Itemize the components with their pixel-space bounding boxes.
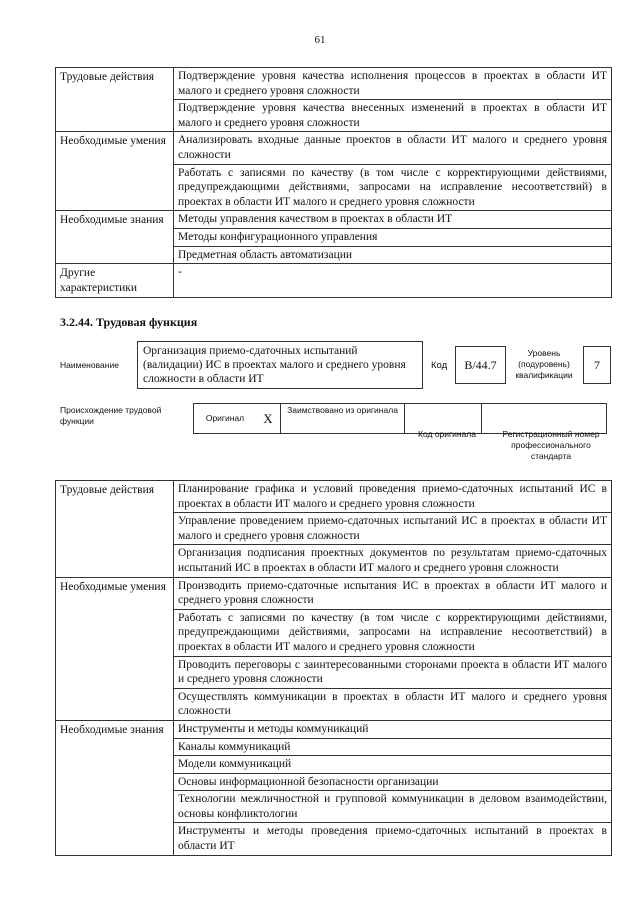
code-original-caption: Код оригинала xyxy=(418,429,476,439)
requirement-item: Осуществлять коммуникации в проектах в области ИТ малого и среднего уровня сложности xyxy=(174,688,612,720)
original-label: Оригинал xyxy=(194,404,257,434)
table-row xyxy=(56,68,612,100)
requirement-item: Подтверждение уровня качества исполнения процессов в проектах в области ИТ малого и среднего уровня сложности xyxy=(174,68,612,100)
requirement-item: Управление проведением приемо-сдаточных испытаний ИС в проектах в области ИТ малого и среднего уровня сложности xyxy=(174,513,612,545)
table-row xyxy=(56,211,612,229)
requirement-item: Анализировать входные данные проектов в области ИТ малого и среднего уровня сложности xyxy=(174,132,612,164)
requirement-item: Работать с записями по качеству (в том числе с корректирующими действиями, предупреждающими действиями, запросами на исправление несоответствий) в проектах в области ИТ малого и среднего уровня сложности xyxy=(174,164,612,211)
requirement-item: Каналы коммуникаций xyxy=(174,738,612,756)
bottom-requirements-body xyxy=(56,481,612,856)
requirement-item: Основы информационной безопасности организации xyxy=(174,773,612,791)
row-group-label: Трудовые действия xyxy=(56,481,174,578)
row-group-label: Необходимые умения xyxy=(56,577,174,720)
table-row xyxy=(56,577,612,609)
original-mark: X xyxy=(256,404,281,434)
row-group-label: Другие характеристики xyxy=(56,264,174,298)
name-label: Наименование xyxy=(60,360,119,370)
bottom-requirements-table xyxy=(55,480,612,856)
top-requirements-body xyxy=(56,68,612,298)
qualification-level-box: 7 xyxy=(583,346,611,384)
requirement-item: Производить приемо-сдаточные испытания ИС в проектах в области ИТ малого и среднего уровня сложности xyxy=(174,577,612,609)
page-number: 61 xyxy=(314,34,326,46)
code-label: Код xyxy=(431,360,448,371)
row-group-label: Необходимые умения xyxy=(56,132,174,211)
table-row xyxy=(56,132,612,164)
requirement-item: Методы управления качеством в проектах в области ИТ xyxy=(174,211,612,229)
requirement-item: Методы конфигурационного управления xyxy=(174,228,612,246)
reg-number-caption: Регистрационный номер профессионального стандарта xyxy=(502,429,600,461)
row-group-label: Необходимые знания xyxy=(56,720,174,855)
requirement-item: Проводить переговоры с заинтересованными сторонами проекта в области ИТ малого и среднего уровня сложности xyxy=(174,656,612,688)
requirement-item: - xyxy=(174,264,612,298)
function-code-box: B/44.7 xyxy=(455,346,506,384)
requirement-item: Инструменты и методы проведения приемо-сдаточных испытаний в проектах в области ИТ xyxy=(174,823,612,855)
row-group-label: Трудовые действия xyxy=(56,68,174,132)
origin-label: Происхождение трудовой функции xyxy=(60,405,162,426)
function-name-box: Организация приемо-сдаточных испытаний (валидации) ИС в проектах малого и среднего уровня сложности в области ИТ xyxy=(137,341,423,389)
table-row xyxy=(56,481,612,513)
table-row xyxy=(56,264,612,298)
requirement-item: Предметная область автоматизации xyxy=(174,246,612,264)
requirement-item: Организация подписания проектных документов по результатам приемо-сдаточных испытаний ИС в проектах в области ИТ малого и среднего уровня сложности xyxy=(174,545,612,577)
requirement-item: Подтверждение уровня качества внесенных изменений в проектах в области ИТ малого и среднего уровня сложности xyxy=(174,100,612,132)
section-title: 3.2.44. Трудовая функция xyxy=(60,315,198,329)
level-label: Уровень (подуровень) квалификации xyxy=(515,348,573,380)
requirement-item: Планирование графика и условий проведения приемо-сдаточных испытаний ИС в проектах в области ИТ малого и среднего уровня сложности xyxy=(174,481,612,513)
table-row xyxy=(56,720,612,738)
requirement-item: Инструменты и методы коммуникаций xyxy=(174,720,612,738)
row-group-label: Необходимые знания xyxy=(56,211,174,264)
top-requirements-table xyxy=(55,67,612,298)
requirement-item: Работать с записями по качеству (в том числе с корректирующими действиями, предупреждающими действиями, запросами на исправление несоответствий) в проектах в области ИТ малого и среднего уровня сложности xyxy=(174,609,612,656)
borrowed-label: Заимствовано из оригинала xyxy=(281,404,405,434)
requirement-item: Модели коммуникаций xyxy=(174,756,612,774)
requirement-item: Технологии межличностной и групповой коммуникации в деловом взаимодействии, основы конфликтологии xyxy=(174,791,612,823)
